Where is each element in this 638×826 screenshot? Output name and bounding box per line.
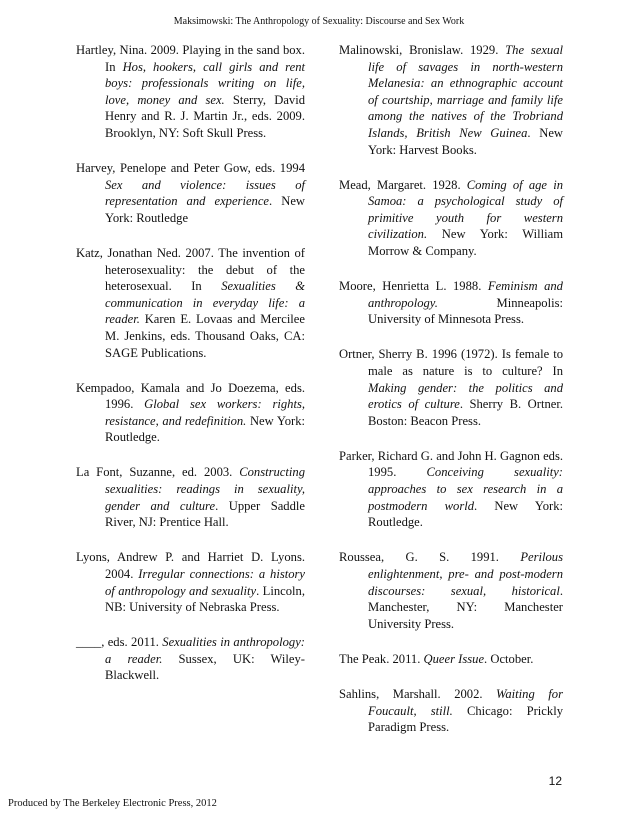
reference-entry (76, 634, 305, 684)
reference-entry (76, 42, 305, 142)
running-header: Maksimowski: The Anthropology of Sexuality: Discourse and Sex Work (173, 16, 465, 27)
reference-text: Malinowski, Bronislaw. 1929. (339, 43, 506, 57)
reference-title: Waiting for Foucault, still. (368, 686, 563, 718)
reference-text: Moore, Henrietta L. 1988. (339, 279, 488, 294)
reference-entry (339, 278, 563, 328)
reference-text: . Upper Saddle River, NJ: Prentice Hall. (105, 498, 305, 530)
reference-text: The Peak. 2011. (339, 651, 424, 666)
reference-text: Chicago: Prickly Paradigm Press. (368, 703, 563, 735)
reference-entry (76, 464, 305, 530)
references-column-right (339, 42, 563, 754)
reference-text: Ortner, Sherry B. 1996 (1972). Is female to male as nature is to culture? In (339, 347, 563, 378)
reference-title: The sexual life of savages in north-western Melanesia: an ethnographic account of courtship, marriage and family life among the natives of the Trobriand Islands, British New Guinea (368, 43, 563, 140)
reference-text: . New York: Harvest Books. (368, 125, 563, 157)
reference-text: . Lincoln, NB: University of Nebraska Press. (105, 583, 305, 615)
reference-text: ____, eds. 2011. (76, 635, 163, 650)
reference-text: . New York: Routledge. (368, 498, 563, 530)
reference-text: . Sherry B. Ortner. Boston: Beacon Press. (368, 397, 563, 428)
reference-text: Kempadoo, Kamala and Jo Doezema, eds. 1996. (76, 380, 305, 412)
reference-text: Karen E. Lovaas and Mercilee M. Jenkins, eds. Thousand Oaks, CA: SAGE Publications. (105, 312, 305, 360)
reference-title: Hos, hookers, call girls and rent boys: professionals writing on life, love, money and sex. (105, 59, 306, 107)
reference-text: . October. (484, 651, 534, 666)
reference-text: New York: William Morrow & Company. (368, 227, 563, 259)
reference-entry (76, 245, 305, 361)
reference-entry (339, 549, 563, 632)
reference-text: Minneapolis: University of Minnesota Press. (368, 295, 563, 327)
references-column-left (76, 42, 305, 703)
reference-entry (339, 177, 563, 260)
reference-text: Hartley, Nina. 2009. Playing in the sand box. In (76, 43, 305, 74)
reference-title: Sex and violence: issues of representation and experience (105, 177, 305, 209)
reference-title: Feminism and anthropology. (368, 279, 563, 310)
reference-entry (339, 448, 563, 531)
reference-entry (339, 651, 563, 668)
reference-title: Queer Issue (423, 651, 485, 666)
reference-text: Mead, Margaret. 1928. (339, 177, 467, 192)
reference-text: Lyons, Andrew P. and Harriet D. Lyons. 2004. (76, 550, 305, 581)
reference-text: La Font, Suzanne, ed. 2003. (76, 465, 240, 480)
reference-title: Irregular connections: a history of anthropology and sexuality (105, 566, 306, 598)
reference-entry (76, 160, 305, 226)
reference-title: Conceiving sexuality: approaches to sex research in a postmodern world (368, 465, 563, 513)
reference-text: Sahlins, Marshall. 2002. (339, 686, 497, 701)
reference-entry (339, 686, 563, 736)
reference-title: Sexualities & communication in everyday life: a reader. (105, 279, 305, 327)
reference-text: Katz, Jonathan Ned. 2007. The invention of heterosexuality: the debut of the heterosexual. In (76, 245, 305, 294)
reference-entry (339, 42, 563, 158)
reference-entry (76, 380, 305, 446)
reference-entry (339, 346, 563, 429)
reference-text: Sussex, UK: Wiley-Blackwell. (105, 651, 305, 683)
reference-title: Constructing sexualities: readings in sexuality, gender and culture (105, 465, 305, 513)
reference-title: Sexualities in anthropology: a reader. (105, 635, 305, 666)
page-number: 12 (548, 774, 562, 788)
reference-text: Roussea, G. S. 1991. (339, 550, 521, 565)
reference-title: Global sex workers: rights, resistance, and redefinition. (105, 397, 305, 428)
reference-text: Sterry, David Henry and R. J. Martin Jr., eds. 2009. Brooklyn, NY: Soft Skull Press. (105, 92, 306, 140)
reference-entry (76, 549, 305, 615)
reference-title: Perilous enlightenment, pre- and post-modern discourses: sexual, historical (368, 550, 563, 598)
reference-text: Parker, Richard G. and John H. Gagnon eds. 1995. (339, 448, 563, 480)
reference-title: Coming of age in Samoa: a psychological study of primitive youth for western civilization. (368, 177, 563, 242)
reference-text: . New York: Routledge (105, 194, 305, 225)
reference-title: Making gender: the politics and erotics of culture (368, 380, 563, 412)
reference-text: . Manchester, NY: Manchester University Press. (368, 583, 563, 631)
reference-text: New York: Routledge. (105, 413, 305, 445)
footer-credit: Produced by The Berkeley Electronic Press, 2012 (8, 798, 217, 809)
reference-text: Harvey, Penelope and Peter Gow, eds. 1994 (76, 161, 305, 176)
